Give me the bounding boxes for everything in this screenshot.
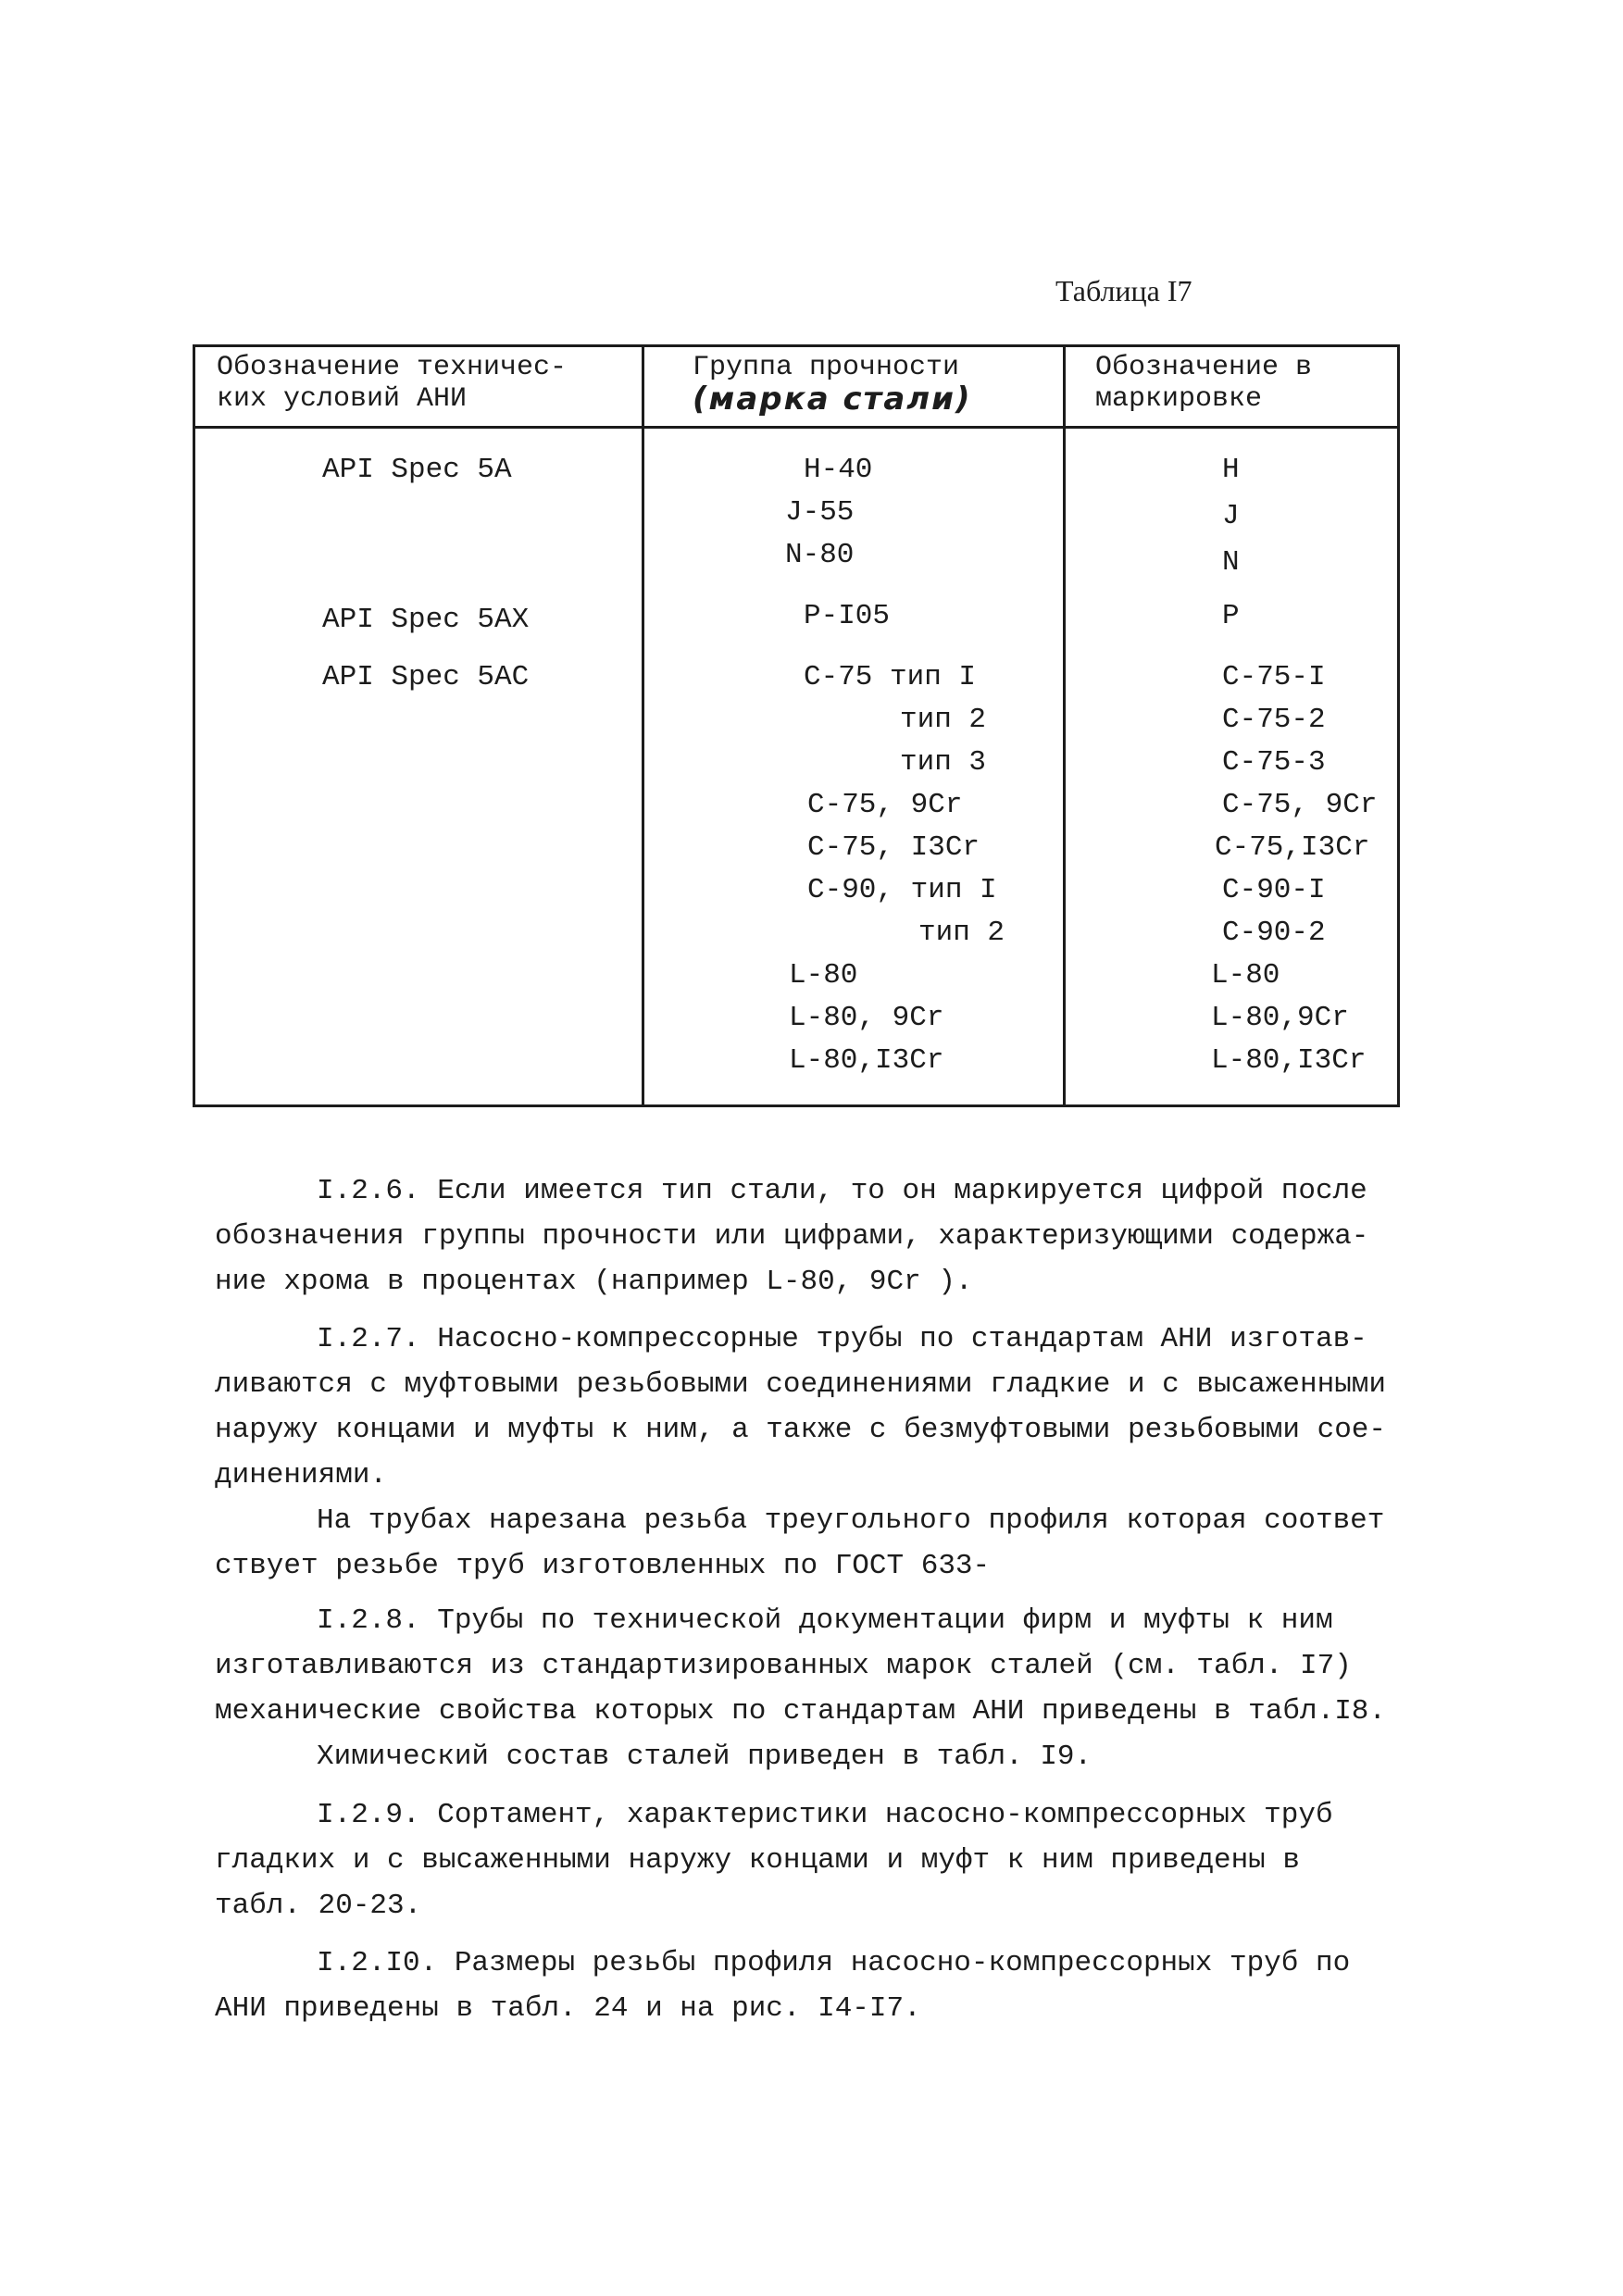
marking-cell: N bbox=[1222, 546, 1240, 579]
grade-cell: L-80 bbox=[789, 959, 858, 992]
marking-cell: Р bbox=[1222, 600, 1240, 632]
header-marking: Обозначение в маркировке bbox=[1095, 352, 1313, 415]
grade-cell: N-80 bbox=[785, 539, 855, 571]
grade-cell: С-75, I3Сr bbox=[807, 831, 980, 864]
paragraph-chemical: Химический состав сталей приведен в табл. I9. bbox=[317, 1741, 1092, 1773]
header-divider bbox=[193, 426, 1400, 429]
spec-cell: API Spec 5AX bbox=[322, 604, 530, 636]
table-caption: Таблица I7 bbox=[1055, 274, 1192, 307]
grade-cell: С-90, тип I bbox=[807, 874, 997, 906]
paragraph-1-2-7: I.2.7. Насосно-компрессорные трубы по стандартам АНИ изготав- ливаются с муфтовыми резьбовыми соединениями гладкие и с высаженными наружу концами и муфты к ним, а также с безмуфтовыми резьбовыми сое- динениями. bbox=[215, 1323, 1387, 1491]
header-steel-grade-handwritten: (марка стали) bbox=[693, 381, 972, 418]
grade-cell: Н-40 bbox=[804, 454, 873, 486]
paragraph-1-2-6: I.2.6. Если имеется тип стали, то он маркируется цифрой после обозначения группы прочности или цифрами, характеризующими содержа- ние хрома в процентах (например L-80, 9Сr ). bbox=[215, 1175, 1369, 1298]
grade-cell: тип 2 bbox=[900, 704, 987, 736]
grade-cell: L-80, 9Сr bbox=[789, 1002, 944, 1034]
marking-cell: J bbox=[1222, 500, 1240, 532]
grade-cell: С-75 тип I bbox=[804, 661, 977, 693]
spec-cell: API Spec 5AC bbox=[322, 661, 530, 693]
grade-cell: J-55 bbox=[785, 496, 855, 529]
marking-cell: С-75-I bbox=[1222, 661, 1326, 693]
grade-cell: тип 2 bbox=[918, 917, 1005, 949]
spec-cell: API Spec 5A bbox=[322, 454, 512, 486]
marking-cell: С-75,I3Сr bbox=[1215, 831, 1370, 864]
marking-cell: С-90-2 bbox=[1222, 917, 1326, 949]
marking-cell: Н bbox=[1222, 454, 1240, 486]
header-strength-group-line1: Группа прочности bbox=[693, 352, 960, 383]
grade-cell: тип 3 bbox=[900, 746, 987, 779]
marking-cell: С-75, 9Сr bbox=[1222, 789, 1378, 821]
paragraph-1-2-10: I.2.I0. Размеры резьбы профиля насосно-компрессорных труб по АНИ приведены в табл. 24 и на рис. I4-I7. bbox=[215, 1947, 1351, 2025]
paragraph-thread-note: На трубах нарезана резьба треугольного профиля которая соответ ствует резьбе труб изготовленных по ГОСТ 633- bbox=[215, 1504, 1385, 1582]
header-spec: Обозначение техничес- ких условий АНИ bbox=[217, 352, 568, 415]
marking-cell: С-75-2 bbox=[1222, 704, 1326, 736]
marking-cell: С-90-I bbox=[1222, 874, 1326, 906]
marking-cell: L-80,9Сr bbox=[1211, 1002, 1349, 1034]
marking-cell: С-75-3 bbox=[1222, 746, 1326, 779]
grade-cell: Р-I05 bbox=[804, 600, 891, 632]
paragraph-1-2-8: I.2.8. Трубы по технической документации фирм и муфты к ним изготавливаются из стандартизированных марок сталей (см. табл. I7) механические свойства которых по стандартам АНИ приведены в табл.I8. bbox=[215, 1604, 1387, 1728]
column-divider bbox=[1063, 344, 1066, 1107]
grade-cell: L-80,I3Сr bbox=[789, 1044, 944, 1077]
steel-grade-table bbox=[193, 344, 1400, 1107]
header-strength-group bbox=[693, 352, 1044, 418]
grade-cell: С-75, 9Сr bbox=[807, 789, 963, 821]
paragraph-1-2-9: I.2.9. Сортамент, характеристики насосно-компрессорных труб гладких и с высаженными наружу концами и муфт к ним приведены в табл. 20-23. bbox=[215, 1799, 1333, 1922]
marking-cell: L-80,I3Сr bbox=[1211, 1044, 1367, 1077]
marking-cell: L-80 bbox=[1211, 959, 1280, 992]
column-divider bbox=[642, 344, 644, 1107]
